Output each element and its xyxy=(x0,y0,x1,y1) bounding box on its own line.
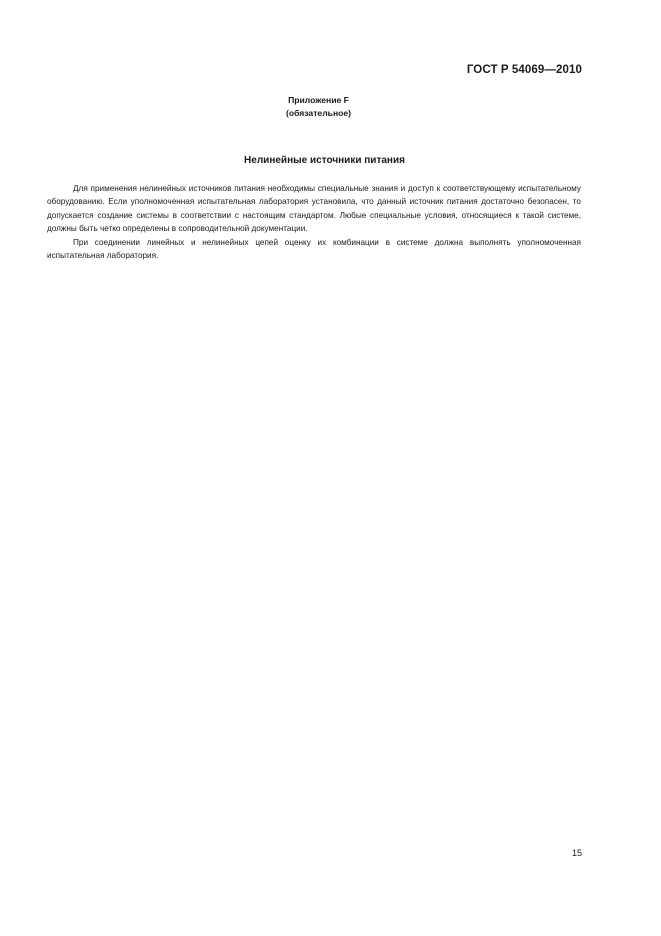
appendix-status: (обязательное) xyxy=(285,108,352,118)
document-code: ГОСТ Р 54069—2010 xyxy=(466,64,582,76)
body-text xyxy=(47,182,581,262)
paragraph: Для применения нелинейных источников питания необходимы специальные знания и доступ к соответствующему испытательному оборудованию. Если уполномоченная испытательная лаборатория установила, что данный источник питания достаточно безопасен, то допускается создание системы в соответствии с настоящим стандартом. Любые специальные условия, относящиеся к такой системе, должны быть четко определены в сопроводительной документации. xyxy=(47,184,581,234)
page-number: 15 xyxy=(571,848,582,858)
appendix-title: Приложение F xyxy=(288,95,349,105)
paragraph: При соединении линейных и нелинейных цепей оценку их комбинации в системе должна выполнять уполномоченная испытательная лаборатория. xyxy=(47,237,581,261)
section-heading: Нелинейные источники питания xyxy=(244,155,405,166)
appendix-header xyxy=(0,94,661,120)
